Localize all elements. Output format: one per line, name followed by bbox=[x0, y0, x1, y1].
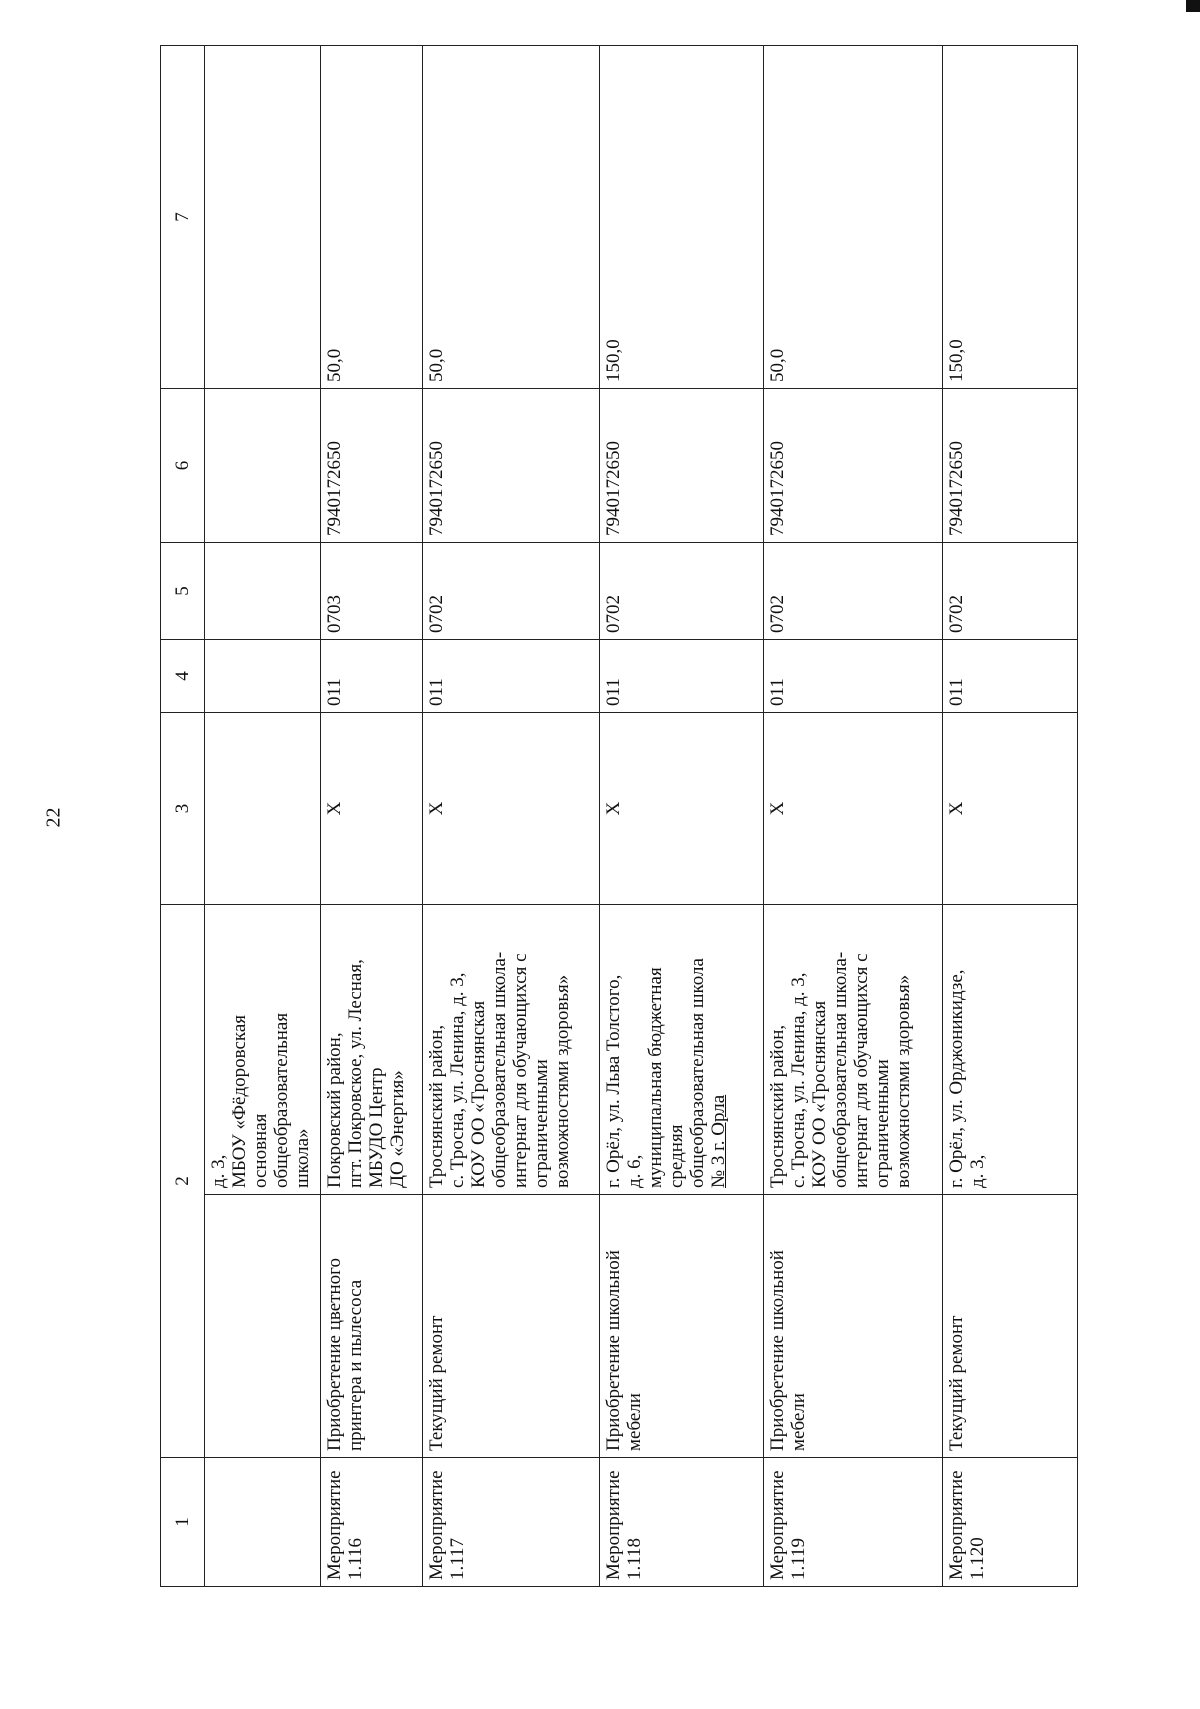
col5-cell: 0702 bbox=[423, 543, 600, 640]
header-cell-7: 7 bbox=[161, 46, 205, 389]
col6-cell: 7940172650 bbox=[764, 389, 943, 543]
col6-cell bbox=[205, 389, 321, 543]
header-row bbox=[161, 46, 205, 1587]
col5-cell: 0702 bbox=[600, 543, 764, 640]
table-row bbox=[764, 46, 943, 1587]
header-cell-1: 1 bbox=[161, 1458, 205, 1587]
table-row bbox=[423, 46, 600, 1587]
address-cell bbox=[600, 905, 764, 1195]
col4-cell: 011 bbox=[943, 640, 1078, 713]
col6-cell: 7940172650 bbox=[423, 389, 600, 543]
budget-table bbox=[160, 45, 1078, 1587]
header-cell-6: 6 bbox=[161, 389, 205, 543]
address-cell: Покровский район, пгт. Покровское, ул. Лесная, МБУДО Центр ДО «Энергия» bbox=[321, 905, 423, 1195]
col4-cell: 011 bbox=[600, 640, 764, 713]
description-cell bbox=[205, 1195, 321, 1458]
col7-cell bbox=[205, 46, 321, 389]
description-cell: Приобретение школьной мебели bbox=[600, 1195, 764, 1458]
event-cell: Мероприятие 1.117 bbox=[423, 1458, 600, 1587]
description-cell: Текущий ремонт bbox=[423, 1195, 600, 1458]
col4-cell: 011 bbox=[423, 640, 600, 713]
event-cell: Мероприятие 1.120 bbox=[943, 1458, 1078, 1587]
address-tail: № 3 г. Орла bbox=[708, 1094, 729, 1188]
table-row bbox=[205, 46, 321, 1587]
table-row bbox=[321, 46, 423, 1587]
col3-cell: X bbox=[423, 713, 600, 905]
col7-cell: 150,0 bbox=[600, 46, 764, 389]
col5-cell: 0702 bbox=[764, 543, 943, 640]
col7-cell: 50,0 bbox=[764, 46, 943, 389]
table-row bbox=[943, 46, 1078, 1587]
address-cell: Троснянский район, с. Тросна, ул. Ленина, д. 3, КОУ ОО «Троснянская общеобразовательная школа- интернат для обучающихся с ограниченными возможностями здоровья» bbox=[423, 905, 600, 1195]
col5-cell bbox=[205, 543, 321, 640]
col4-cell: 011 bbox=[321, 640, 423, 713]
event-cell: Мероприятие 1.116 bbox=[321, 1458, 423, 1587]
address-text: г. Орёл, ул. Льва Толстого, д. 6, муниципальная бюджетная средняя общеобразовательная школа bbox=[603, 958, 708, 1188]
address-cell: д. 3, МБОУ «Фёдоровская основная общеобразовательная школа» bbox=[205, 905, 321, 1195]
col3-cell: X bbox=[321, 713, 423, 905]
col3-cell: X bbox=[764, 713, 943, 905]
rotated-table-wrapper bbox=[160, 46, 1077, 1587]
col6-cell: 7940172650 bbox=[321, 389, 423, 543]
description-cell: Приобретение школьной мебели bbox=[764, 1195, 943, 1458]
page-number: 22 bbox=[42, 807, 65, 828]
col6-cell: 7940172650 bbox=[943, 389, 1078, 543]
col4-cell: 011 bbox=[764, 640, 943, 713]
col4-cell bbox=[205, 640, 321, 713]
event-cell: Мероприятие 1.119 bbox=[764, 1458, 943, 1587]
address-cell: Троснянский район, с. Тросна, ул. Ленина, д. 3, КОУ ОО «Троснянская общеобразовательная школа- интернат для обучающихся с ограниченными возможностями здоровья» bbox=[764, 905, 943, 1195]
header-cell-5: 5 bbox=[161, 543, 205, 640]
address-cell: г. Орёл, ул. Орджоникидзе, д. 3, bbox=[943, 905, 1078, 1195]
col3-cell bbox=[205, 713, 321, 905]
col7-cell: 50,0 bbox=[423, 46, 600, 389]
col5-cell: 0702 bbox=[943, 543, 1078, 640]
col7-cell: 50,0 bbox=[321, 46, 423, 389]
col6-cell: 7940172650 bbox=[600, 389, 764, 543]
header-cell-2: 2 bbox=[161, 905, 205, 1458]
table-row bbox=[600, 46, 764, 1587]
header-cell-4: 4 bbox=[161, 640, 205, 713]
col7-cell: 150,0 bbox=[943, 46, 1078, 389]
header-cell-3: 3 bbox=[161, 713, 205, 905]
description-cell: Приобретение цветного принтера и пылесоса bbox=[321, 1195, 423, 1458]
col3-cell: X bbox=[600, 713, 764, 905]
event-cell bbox=[205, 1458, 321, 1587]
description-cell: Текущий ремонт bbox=[943, 1195, 1078, 1458]
col5-cell: 0703 bbox=[321, 543, 423, 640]
event-cell: Мероприятие 1.118 bbox=[600, 1458, 764, 1587]
col3-cell: X bbox=[943, 713, 1078, 905]
scan-edge-mark bbox=[1186, 0, 1200, 12]
